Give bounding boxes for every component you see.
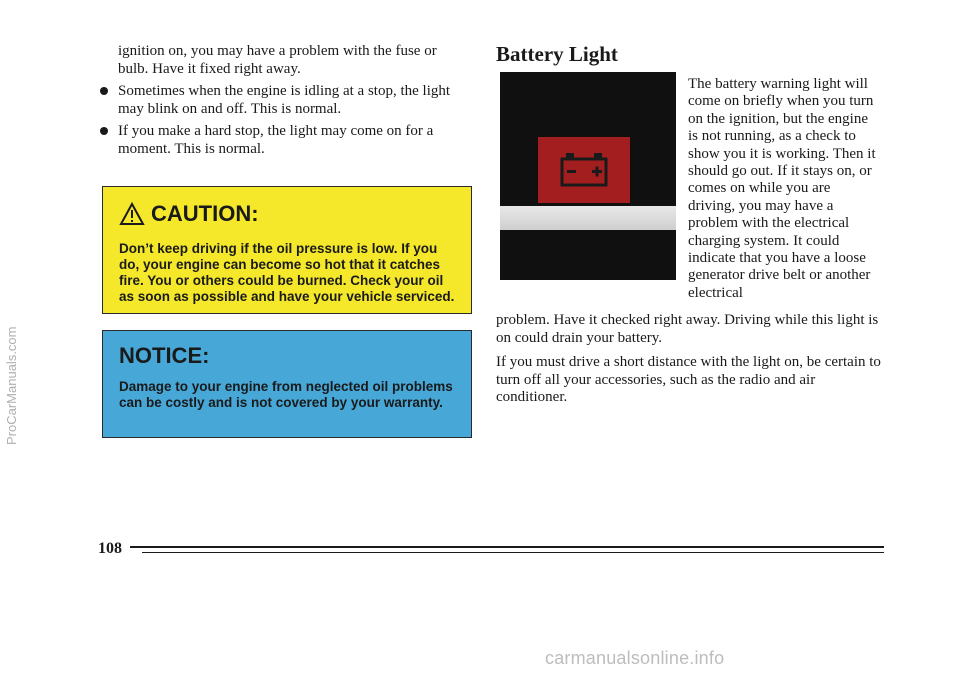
intro-line-2: bulb. Have it fixed right away. [118,61,301,77]
warning-triangle-icon [119,202,145,226]
notice-title: NOTICE: [119,343,210,368]
bullet-dot-icon [100,87,108,95]
bullet-item [98,82,478,118]
notice-body: Damage to your engine from neglected oil problems can be costly and is not covered by your warranty. [119,379,453,410]
page-number: 108 [98,540,130,558]
left-column [98,42,478,158]
footer-watermark: carmanualsonline.info [545,648,725,668]
bullet-item [98,122,478,158]
intro-line-1: ignition on, you may have a problem with the fuse or [118,43,437,59]
bullet-dot-icon [100,127,108,135]
battery-description: The battery warning light will come on briefly when you turn on the ignition, but the engine is not running, as a check to show you it is working. Then it should go out. If it stays on, or comes on while you are driving, you may have a problem with the electrical charging system. It could indicate that you have a loose generator drive belt or another electrical [688,76,876,301]
caution-body: Don’t keep driving if the oil pressure is low. If you do, your engine can become so hot that it catches fire. You or others could be burned. Check your oil as soon as possible and have your vehicle serviced. [119,241,455,304]
side-watermark: ProCarManuals.com [4,326,19,445]
footer-rule [98,546,884,548]
battery-description-continued: problem. Have it checked right away. Driving while this light is on could drain your battery. [496,312,879,346]
section-heading: Battery Light [496,42,618,66]
notice-box [102,330,472,438]
battery-icon [538,137,630,203]
figure-divider [500,206,676,230]
battery-short-distance-advice: If you must drive a short distance with the light on, be certain to turn off all your accessories, such as the radio and air conditioner. [496,354,881,405]
bullet-text: If you make a hard stop, the light may come on for a moment. This is normal. [118,123,434,157]
battery-symbol-icon [538,137,630,203]
footer-rule-thin [142,552,884,553]
caution-title-row [119,201,455,227]
caution-title: CAUTION: [151,201,259,226]
bullet-text: Sometimes when the engine is idling at a stop, the light may blink on and off. This is normal. [118,83,451,117]
caution-box [102,186,472,314]
